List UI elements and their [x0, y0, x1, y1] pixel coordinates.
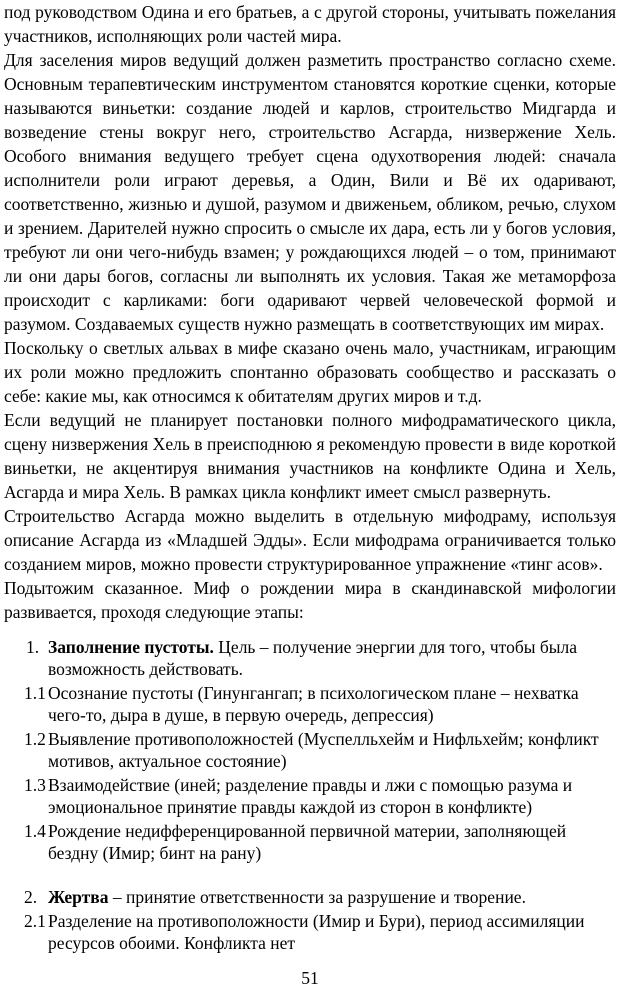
list-item-number: 1. — [26, 637, 40, 657]
list-item — [24, 728, 614, 772]
list-item — [26, 636, 614, 680]
list-item-number: 1.2 — [24, 729, 46, 749]
list-item — [24, 910, 614, 954]
list-item — [24, 886, 614, 908]
body-text — [4, 0, 616, 624]
paragraph: Поскольку о светлых альвах в мифе сказано очень мало, участникам, играющим их роли можно предложить спонтанно образовать сообщество и рассказать о себе: какие мы, как относимся к обитателям других миров и т.д. — [4, 338, 616, 406]
list-item-number: 1.3 — [24, 775, 46, 795]
list-item — [24, 820, 614, 864]
list-item-text: Осознание пустоты (Гинунгангап; в психологическом плане – нехватка чего-то, дыра в душе, в первую очередь, депрессия) — [48, 683, 579, 725]
paragraph: Если ведущий не планирует постановки полного мифодраматического цикла, сцену низвержения Хель в преисподнюю я рекомендую провести в виде короткой виньетки, не акцентируя внимания участников на конфликте Одина и Хель, Асгарда и мира Хель. В рамках цикла конфликт имеет смысл развернуть. — [4, 410, 616, 502]
paragraph: Для заселения миров ведущий должен разметить пространство согласно схеме. Основным терапевтическим инструментом становятся короткие сценки, которые называются виньетки: создание людей и карлов, строительство Мидгарда и возведение стены вокруг него, строительство Асгарда, низвержение Хель. Особого внимания ведущего требует сцена одухотворения людей: сначала исполнители роли играют деревья, а Один, Вили и Вё их одаривают, соответственно, жизнью и душой, разумом и движеньем, обликом, речью, слухом и зрением. Дарителей нужно спросить о смысле их дара, есть ли у богов условия, требуют ли они чего-нибудь взамен; у рождающихся людей – о том, принимают ли они дары богов, согласны ли выполнять их условия. Такая же метаморфоза происходит с карликами: боги одаривают червей человеческой формой и разумом. Создаваемых существ нужно размещать в соответствующих им мирах. — [4, 50, 616, 334]
list-item-text: Рождение недифференцированной первичной материи, заполняющей бездну (Имир; бинт на рану) — [48, 821, 567, 863]
list-item-text: Выявление противоположностей (Муспелльхейм и Нифльхейм; конфликт мотивов, актуальное состояние) — [48, 729, 599, 771]
list-item — [24, 774, 614, 818]
list-item-heading: Жертва — [48, 887, 109, 907]
list-item — [24, 682, 614, 726]
list-item-number: 1.4 — [24, 821, 46, 841]
list-item-number: 2.1 — [24, 911, 46, 931]
list-item-text: Разделение на противоположности (Имир и Бури), период ассимиляции ресурсов обоими. Конфликта нет — [48, 911, 585, 953]
list-item-text: – принятие ответственности за разрушение и творение. — [108, 887, 526, 907]
paragraph: под руководством Одина и его братьев, а с другой стороны, учитывать пожелания участников, исполняющих роли частей мира. — [4, 2, 616, 46]
list-item-number: 1.1 — [24, 683, 46, 703]
page-number: 51 — [301, 968, 319, 988]
paragraph: Подытожим сказанное. Миф о рождении мира в скандинавской мифологии развивается, проходя следующие этапы: — [4, 578, 616, 622]
list-item-number: 2. — [24, 887, 38, 907]
list-item-text: Цель – получение энергии для того, чтобы была возможность действовать. — [48, 637, 578, 679]
stages-list — [0, 636, 620, 953]
paragraph: Строительство Асгарда можно выделить в отдельную мифодраму, используя описание Асгарда из «Младшей Эдды». Если мифодрама ограничивается только созданием миров, можно провести структурированное упражнение «тинг асов». — [4, 506, 616, 574]
list-item-text: Взаимодействие (иней; разделение правды и лжи с помощью разума и эмоциональное принятие правды каждой из сторон в конфликте) — [48, 775, 573, 817]
list-item-heading: Заполнение пустоты. — [48, 637, 214, 657]
